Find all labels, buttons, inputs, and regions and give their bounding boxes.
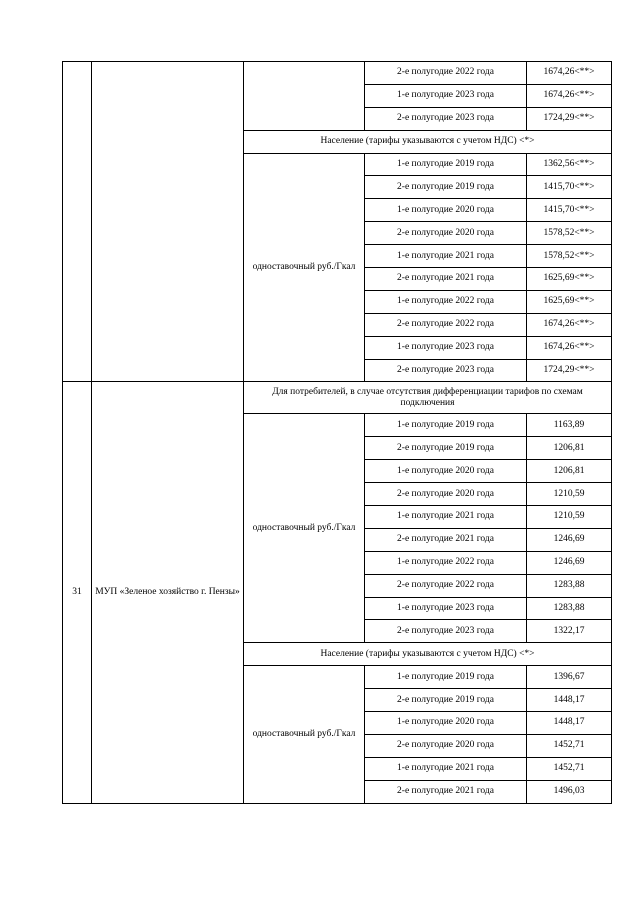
tariff-value-cell: 1724,29<**> bbox=[527, 359, 612, 382]
tariff-table-body bbox=[63, 62, 612, 804]
organization-cell bbox=[92, 62, 244, 382]
tariff-value-cell: 1448,17 bbox=[527, 712, 612, 735]
period-cell: 2-е полугодие 2019 года bbox=[365, 176, 527, 199]
tariff-type-cell: одноставочный руб./Гкал bbox=[244, 153, 365, 382]
tariff-value-cell: 1578,52<**> bbox=[527, 222, 612, 245]
period-cell: 2-е полугодие 2023 года bbox=[365, 107, 527, 130]
period-cell: 2-е полугодие 2021 года bbox=[365, 268, 527, 291]
period-cell: 2-е полугодие 2023 года bbox=[365, 359, 527, 382]
period-cell: 2-е полугодие 2021 года bbox=[365, 780, 527, 803]
tariff-type-cell: одноставочный руб./Гкал bbox=[244, 666, 365, 803]
period-cell: 1-е полугодие 2023 года bbox=[365, 84, 527, 107]
period-cell: 1-е полугодие 2019 года bbox=[365, 414, 527, 437]
tariff-value-cell: 1724,29<**> bbox=[527, 107, 612, 130]
tariff-value-cell: 1246,69 bbox=[527, 528, 612, 551]
period-cell: 2-е полугодие 2020 года bbox=[365, 734, 527, 757]
tariff-value-cell: 1362,56<**> bbox=[527, 153, 612, 176]
tariff-value-cell: 1163,89 bbox=[527, 414, 612, 437]
tariff-value-cell: 1674,26<**> bbox=[527, 313, 612, 336]
tariff-value-cell: 1206,81 bbox=[527, 460, 612, 483]
period-cell: 2-е полугодие 2019 года bbox=[365, 437, 527, 460]
period-cell: 1-е полугодие 2019 года bbox=[365, 666, 527, 689]
tariff-value-cell: 1396,67 bbox=[527, 666, 612, 689]
period-cell: 1-е полугодие 2021 года bbox=[365, 506, 527, 529]
tariff-value-cell: 1210,59 bbox=[527, 506, 612, 529]
tariff-value-cell: 1674,26<**> bbox=[527, 62, 612, 85]
tariff-type-cell: одноставочный руб./Гкал bbox=[244, 414, 365, 643]
entry-number-cell: 31 bbox=[63, 382, 92, 803]
period-cell: 1-е полугодие 2023 года bbox=[365, 597, 527, 620]
period-cell: 1-е полугодие 2021 года bbox=[365, 757, 527, 780]
period-cell: 2-е полугодие 2022 года bbox=[365, 574, 527, 597]
tariff-value-cell: 1206,81 bbox=[527, 437, 612, 460]
population-header-cell: Население (тарифы указываются с учетом НДС) <*> bbox=[244, 643, 612, 666]
period-cell: 2-е полугодие 2022 года bbox=[365, 313, 527, 336]
period-cell: 2-е полугодие 2020 года bbox=[365, 222, 527, 245]
period-cell: 1-е полугодие 2022 года bbox=[365, 290, 527, 313]
period-cell: 2-е полугодие 2019 года bbox=[365, 689, 527, 712]
period-cell: 1-е полугодие 2019 года bbox=[365, 153, 527, 176]
tariff-value-cell: 1625,69<**> bbox=[527, 290, 612, 313]
tariff-value-cell: 1283,88 bbox=[527, 574, 612, 597]
tariff-value-cell: 1246,69 bbox=[527, 551, 612, 574]
tariff-value-cell: 1452,71 bbox=[527, 734, 612, 757]
organization-cell: МУП «Зеленое хозяйство г. Пензы» bbox=[92, 382, 244, 803]
tariff-value-cell: 1283,88 bbox=[527, 597, 612, 620]
period-cell: 2-е полугодие 2023 года bbox=[365, 620, 527, 643]
table-row bbox=[63, 382, 612, 414]
tariff-value-cell: 1448,17 bbox=[527, 689, 612, 712]
tariff-value-cell: 1578,52<**> bbox=[527, 245, 612, 268]
tariff-value-cell: 1625,69<**> bbox=[527, 268, 612, 291]
entry-number-cell bbox=[63, 62, 92, 382]
period-cell: 1-е полугодие 2023 года bbox=[365, 336, 527, 359]
tariff-value-cell: 1496,03 bbox=[527, 780, 612, 803]
period-cell: 1-е полугодие 2020 года bbox=[365, 199, 527, 222]
tariff-value-cell: 1322,17 bbox=[527, 620, 612, 643]
period-cell: 2-е полугодие 2020 года bbox=[365, 483, 527, 506]
period-cell: 2-е полугодие 2022 года bbox=[365, 62, 527, 85]
tariff-type-cell bbox=[244, 62, 365, 131]
table-row bbox=[63, 62, 612, 85]
tariff-value-cell: 1674,26<**> bbox=[527, 84, 612, 107]
tariff-table bbox=[62, 61, 612, 804]
tariff-value-cell: 1415,70<**> bbox=[527, 176, 612, 199]
tariff-value-cell: 1415,70<**> bbox=[527, 199, 612, 222]
population-header-cell: Население (тарифы указываются с учетом НДС) <*> bbox=[244, 130, 612, 153]
period-cell: 1-е полугодие 2020 года bbox=[365, 712, 527, 735]
tariff-value-cell: 1452,71 bbox=[527, 757, 612, 780]
period-cell: 1-е полугодие 2020 года bbox=[365, 460, 527, 483]
period-cell: 2-е полугодие 2021 года bbox=[365, 528, 527, 551]
period-cell: 1-е полугодие 2021 года bbox=[365, 245, 527, 268]
consumers-header-cell: Для потребителей, в случае отсутствия дифференциации тарифов по схемам подключения bbox=[244, 382, 612, 414]
period-cell: 1-е полугодие 2022 года bbox=[365, 551, 527, 574]
tariff-value-cell: 1674,26<**> bbox=[527, 336, 612, 359]
tariff-value-cell: 1210,59 bbox=[527, 483, 612, 506]
